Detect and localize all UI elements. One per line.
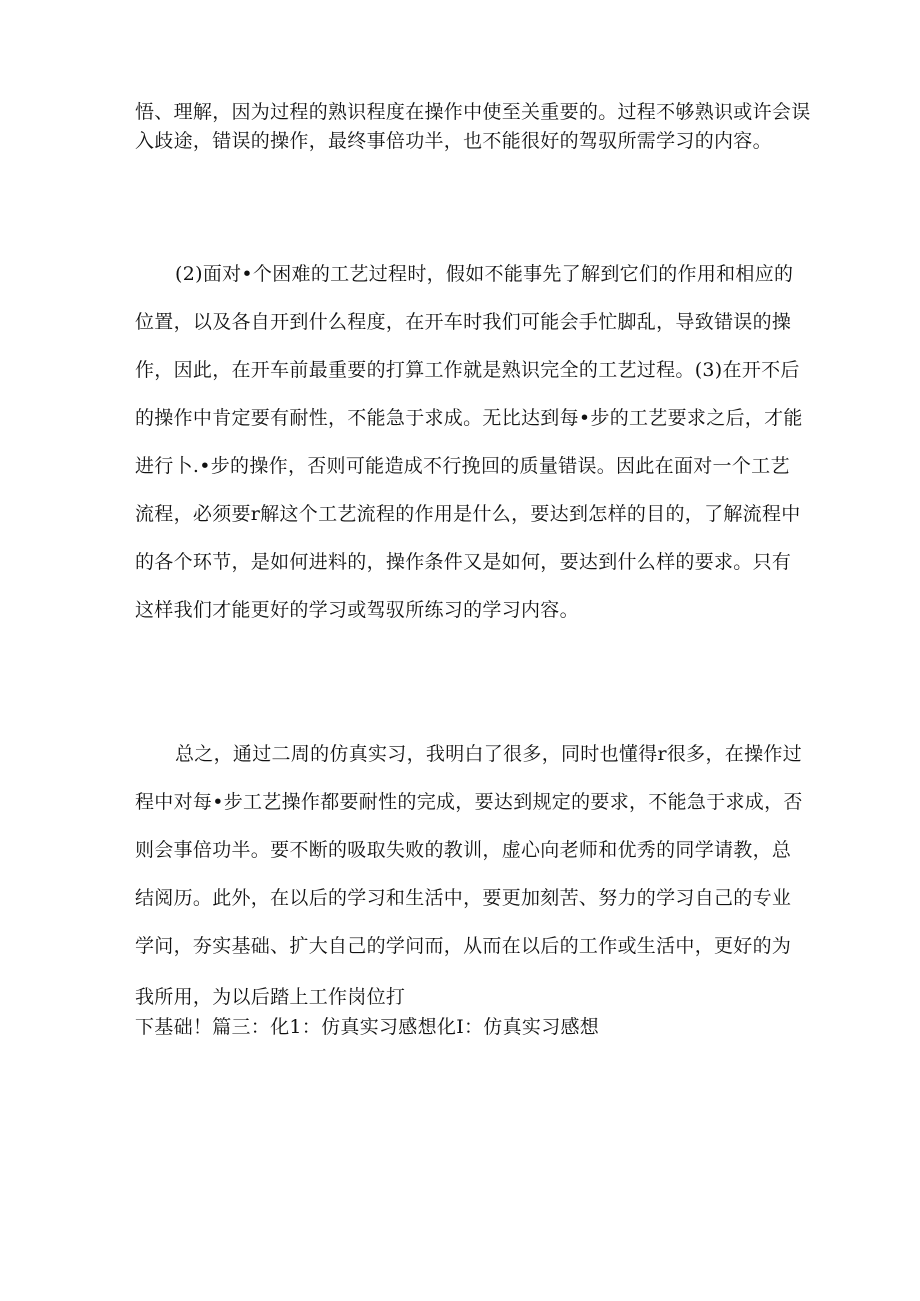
paragraph-2-line-5: 进行卜.•步的操作，否则可能造成不行挽回的质量错误。因此在面对一个工艺 bbox=[135, 455, 790, 477]
paragraph-2-line-2: 位置，以及各自开到什么程度，在开车时我们可能会手忙脚乱，导致错误的操 bbox=[135, 311, 792, 333]
paragraph-3-line-2: 程中对每•步工艺操作都要耐性的完成，要达到规定的要求，不能急于求成，否 bbox=[135, 791, 803, 813]
paragraph-2-line-6: 流程，必须要r解这个工艺流程的作用是什么，要达到怎样的目的，了解流程中 bbox=[135, 503, 801, 525]
paragraph-3-line-6: 我所用，为以后踏上工作岗位打 bbox=[135, 986, 406, 1008]
paragraph-1-line-2: 入歧途，错误的操作，最终事倍功半，也不能很好的驾驭所需学习的内容。 bbox=[135, 130, 772, 152]
paragraph-2-line-1: (2)面对•个困难的工艺过程时，假如不能事先了解到它们的作用和相应的 bbox=[175, 263, 794, 285]
paragraph-3-line-5: 学问，夯实基础、扩大自己的学问而，从而在以后的工作或生活中，更好的为 bbox=[135, 935, 792, 957]
paragraph-2-line-3: 作，因此，在开车前最重要的打算工作就是熟识完全的工艺过程。(3)在开不后 bbox=[135, 359, 800, 381]
paragraph-1-line-1: 悟、理解，因为过程的熟识程度在操作中使至关重要的。过程不够熟识或许会误 bbox=[135, 101, 811, 123]
paragraph-3-line-3: 则会事倍功半。要不断的吸取失败的教训，虚心向老师和优秀的同学请教，总 bbox=[135, 839, 792, 861]
paragraph-3-line-4: 结阅历。此外，在以后的学习和生活中，要更加刻苦、努力的学习自己的专业 bbox=[135, 887, 792, 909]
paragraph-2-line-4: 的操作中肯定要有耐性，不能急于求成。无比达到每•步的工艺要求之后，才能 bbox=[135, 407, 803, 429]
paragraph-3-line-7: 下基础！篇三：化1：仿真实习感想化I：仿真实习感想 bbox=[135, 1016, 600, 1038]
paragraph-2-line-7: 的各个环节，是如何进料的，操作条件又是如何，要达到什么样的要求。只有 bbox=[135, 551, 792, 573]
paragraph-3-line-1: 总之，通过二周的仿真实习，我明白了很多，同时也懂得r很多，在操作过 bbox=[175, 743, 802, 765]
paragraph-2-line-8: 这样我们才能更好的学习或驾驭所练习的学习内容。 bbox=[135, 599, 579, 621]
